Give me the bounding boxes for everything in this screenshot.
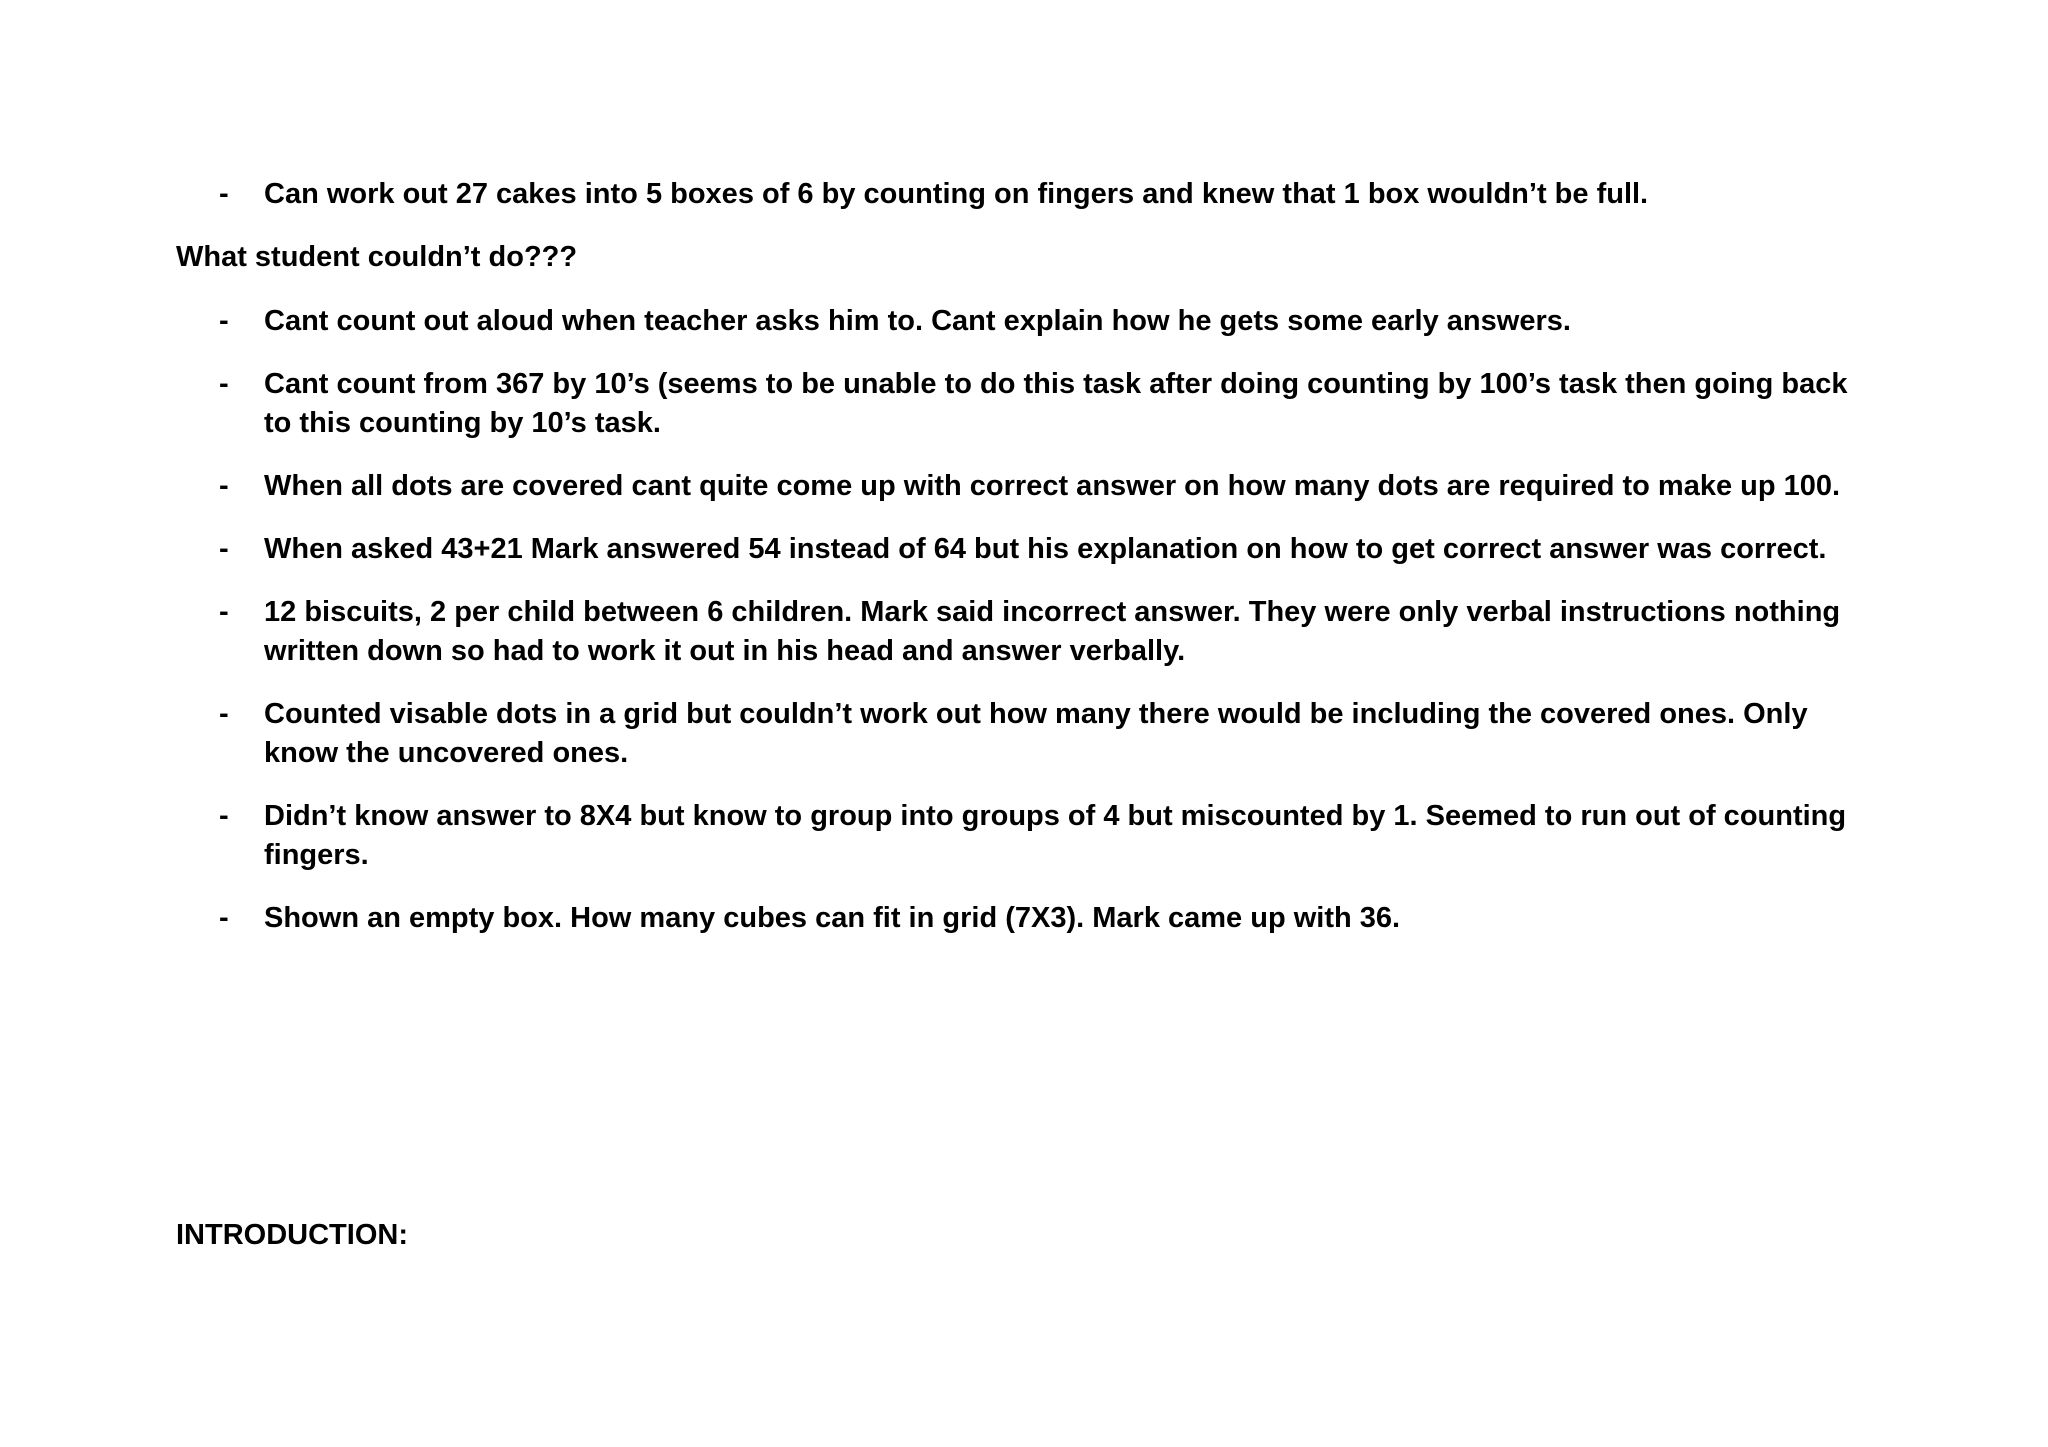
bullet-marker: - xyxy=(219,178,229,210)
list-item-text xyxy=(264,467,1884,506)
bullet-marker: - xyxy=(219,305,229,337)
list-item-line: written down so had to work it out in his head and answer verbally. xyxy=(264,635,1186,667)
list-item-line: Shown an empty box. How many cubes can fit in grid (7X3). Mark came up with 36. xyxy=(264,902,1401,934)
list-item-line: Counted visable dots in a grid but couldn’t work out how many there would be including the covered ones. Only xyxy=(264,698,1808,730)
bullet-marker: - xyxy=(219,800,229,832)
bullet-marker: - xyxy=(219,596,229,628)
list-item-text xyxy=(264,530,1884,569)
list-item-text xyxy=(264,797,1884,875)
list-item-text xyxy=(264,593,1884,671)
list-item-line: Cant count from 367 by 10’s (seems to be unable to do this task after doing counting by 100’s task then going back xyxy=(264,368,1848,400)
bullet-marker: - xyxy=(219,902,229,934)
list-item-line: Cant count out aloud when teacher asks him to. Cant explain how he gets some early answers. xyxy=(264,305,1571,337)
list-item-text xyxy=(264,302,1884,341)
list-item-line: to this counting by 10’s task. xyxy=(264,407,661,439)
section-heading: INTRODUCTION: xyxy=(176,1219,408,1251)
list-item-line: know the uncovered ones. xyxy=(264,737,629,769)
bullet-marker: - xyxy=(219,470,229,502)
list-item-text xyxy=(264,175,1884,214)
bullet-marker: - xyxy=(219,368,229,400)
list-item-line: Can work out 27 cakes into 5 boxes of 6 by counting on fingers and knew that 1 box wouldn’t be full. xyxy=(264,178,1649,210)
list-item-text xyxy=(264,695,1884,773)
list-item-text xyxy=(264,899,1884,938)
list-item-line: When all dots are covered cant quite come up with correct answer on how many dots are required to make up 100. xyxy=(264,470,1841,502)
bullet-marker: - xyxy=(219,698,229,730)
section-heading: What student couldn’t do??? xyxy=(176,241,578,273)
list-item-line: 12 biscuits, 2 per child between 6 children. Mark said incorrect answer. They were only verbal instructions nothing xyxy=(264,596,1841,628)
list-item-line: Didn’t know answer to 8X4 but know to group into groups of 4 but miscounted by 1. Seemed to run out of counting xyxy=(264,800,1847,832)
list-item-text xyxy=(264,365,1884,443)
list-item-line: fingers. xyxy=(264,839,369,871)
bullet-marker: - xyxy=(219,533,229,565)
list-item-line: When asked 43+21 Mark answered 54 instead of 64 but his explanation on how to get correct answer was correct. xyxy=(264,533,1827,565)
